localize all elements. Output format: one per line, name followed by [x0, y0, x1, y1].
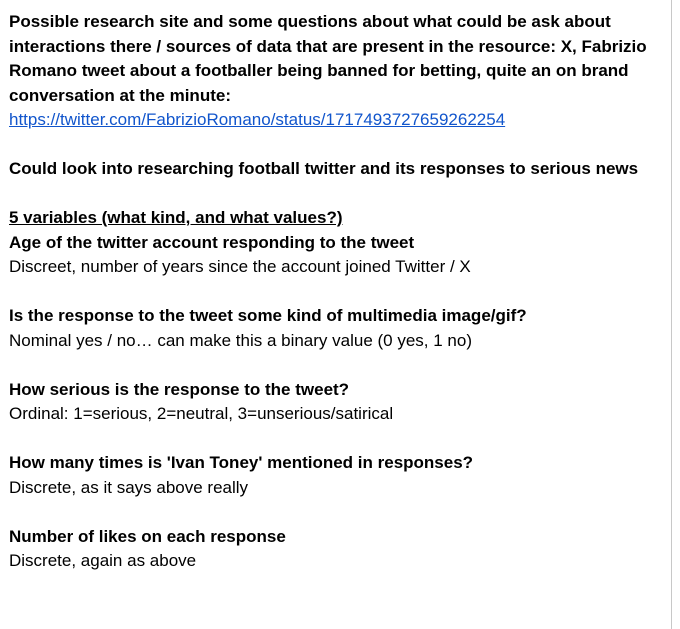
variable-question-1: Age of the twitter account responding to the tweet — [9, 232, 415, 252]
variable-answer-4: Discrete, as it says above really — [9, 477, 249, 497]
spacer — [9, 427, 669, 452]
document-body — [9, 10, 669, 574]
spacer — [9, 280, 669, 305]
variable-answer-1: Discreet, number of years since the account joined Twitter / X — [9, 257, 471, 276]
variable-answer-2: Nominal yes / no… can make this a binary value (0 yes, 1 no) — [9, 330, 472, 350]
variable-question-2: Is the response to the tweet some kind of multimedia image/gif? — [9, 306, 527, 325]
intro-paragraph: Possible research site and some questions about what could be ask about interactions there / sources of data that are present in the resource: X, Fabrizio Romano tweet about a footballer being banned for betting, quite an on brand conversation at the minute: — [9, 12, 647, 105]
variable-question-3: How serious is the response to the tweet? — [9, 379, 350, 399]
research-note: Could look into researching football twitter and its responses to serious news — [9, 159, 639, 178]
spacer — [9, 353, 669, 378]
variables-heading: 5 variables (what kind, and what values?) — [9, 208, 343, 227]
variable-question-4: How many times is 'Ivan Toney' mentioned in responses? — [9, 453, 474, 472]
spacer — [9, 182, 669, 207]
spacer — [9, 133, 669, 158]
variable-answer-5: Discrete, again as above — [9, 551, 197, 570]
tweet-link[interactable]: https://twitter.com/FabrizioRomano/status/1717493727659262254 — [9, 110, 506, 129]
tweet-link-line — [9, 108, 669, 133]
variable-answer-3: Ordinal: 1=serious, 2=neutral, 3=unserious/satirical — [9, 404, 394, 423]
spacer — [9, 500, 669, 525]
variable-question-5: Number of likes on each response — [9, 526, 286, 546]
